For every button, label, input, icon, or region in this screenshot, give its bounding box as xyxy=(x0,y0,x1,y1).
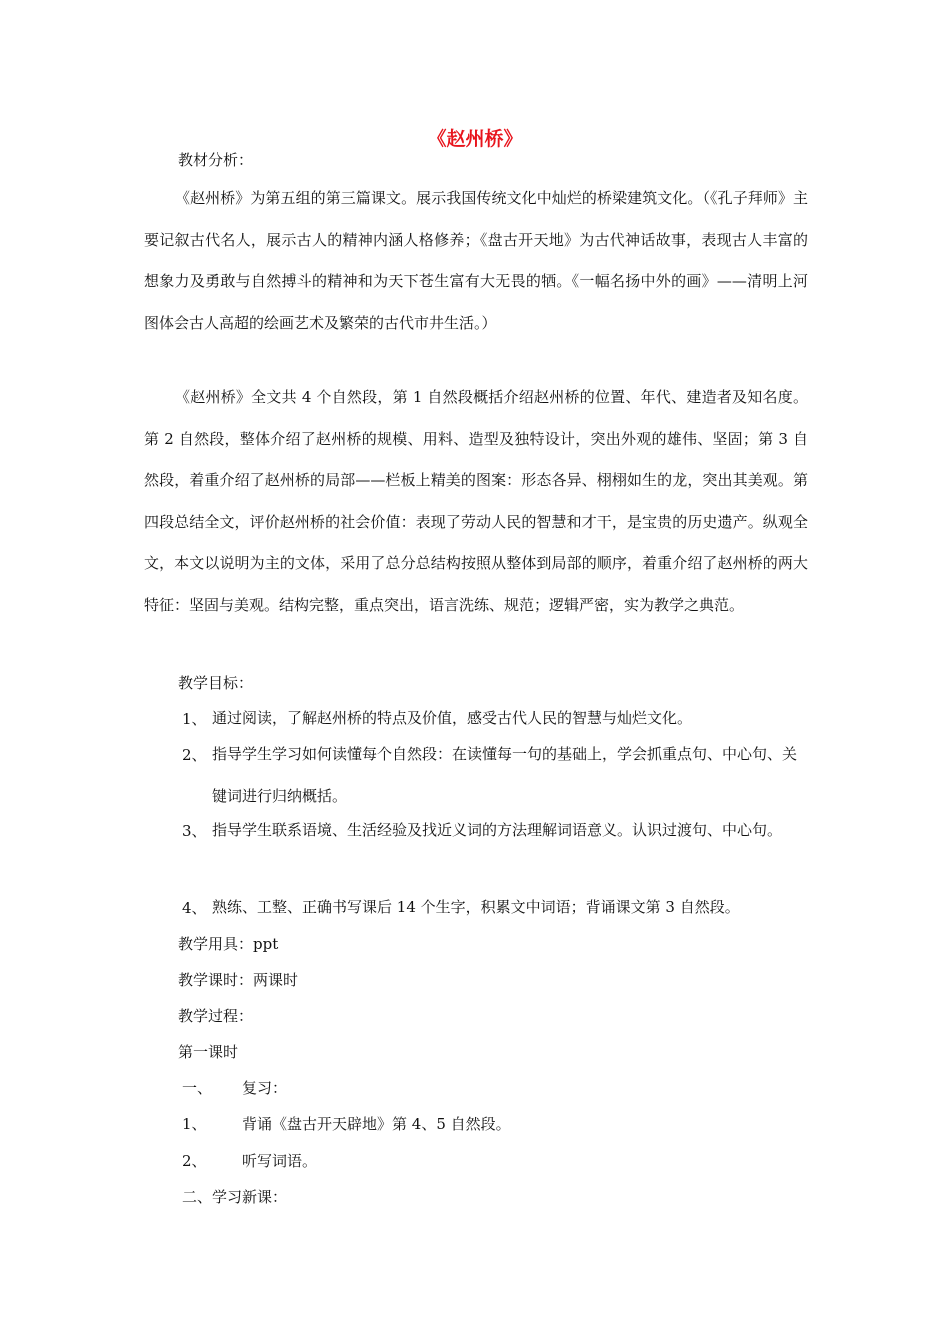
review-item-text: 背诵《盘古开天辟地》第 4、5 自然段。 xyxy=(242,1115,511,1133)
review-item-number: 1、 xyxy=(182,1115,207,1133)
review-item-number: 2、 xyxy=(182,1152,207,1170)
analysis-paragraph-2: 《赵州桥》全文共 4 个自然段，第 1 自然段概括介绍赵州桥的位置、年代、建造者及知名度。第 2 自然段，整体介绍了赵州桥的规模、用料、造型及独特设计，突出外观的雄伟、坚固；第 3 自然段，着重介绍了赵州桥的局部——栏板上精美的图案：形态各异、栩栩如生的龙，突出其美观。第四段总结全文，评价赵州桥的社会价值：表现了劳动人民的智慧和才干，是宝贵的历史遗产。纵观全文，本文以说明为主的文体，采用了总分总结构按照从整体到局部的顺序，着重介绍了赵州桥的两大特征：坚固与美观。结构完整，重点突出，语言洗练、规范；逻辑严密，实为教学之典范。 xyxy=(144,388,808,614)
goal-text: 通过阅读，了解赵州桥的特点及价值，感受古代人民的智慧与灿烂文化。 xyxy=(212,709,693,727)
review-item-text: 听写词语。 xyxy=(242,1152,318,1170)
lesson-one-heading: 第一课时 xyxy=(178,1043,239,1061)
teaching-process: 教学过程： xyxy=(178,1007,254,1025)
goal-text: 指导学生联系语境、生活经验及找近义词的方法理解词语意义。认识过渡句、中心句。 xyxy=(212,821,783,839)
goal-number: 2、 xyxy=(182,746,207,764)
review-number: 一、 xyxy=(182,1079,213,1097)
goal-text: 熟练、工整、正确书写课后 14 个生字，积累文中词语；背诵课文第 3 自然段。 xyxy=(212,898,740,916)
goal-number: 4、 xyxy=(182,899,207,917)
goal-text: 指导学生学习如何读懂每个自然段：在读懂每一句的基础上，学会抓重点句、中心句、关键词进行归纳概括。 xyxy=(212,745,798,805)
new-lesson-heading: 二、学习新课： xyxy=(182,1188,288,1206)
teaching-hours: 教学课时：两课时 xyxy=(178,971,299,989)
analysis-heading: 教材分析： xyxy=(178,151,254,169)
goals-heading: 教学目标： xyxy=(178,674,254,692)
goal-number: 1、 xyxy=(182,710,207,728)
analysis-paragraph-1: 《赵州桥》为第五组的第三篇课文。展示我国传统文化中灿烂的桥梁建筑文化。（《孔子拜师》主要记叙古代名人，展示古人的精神内涵人格修养；《盘古开天地》为古代神话故事，表现古人丰富的想象力及勇敢与自然搏斗的精神和为天下苍生富有大无畏的牺。《一幅名扬中外的画》——清明上河图体会古人高超的绘画艺术及繁荣的古代市井生活。） xyxy=(144,189,808,332)
document-title: 《赵州桥》 xyxy=(427,128,523,150)
teaching-tools: 教学用具：ppt xyxy=(178,935,279,953)
goal-number: 3、 xyxy=(182,822,207,840)
review-heading: 复习： xyxy=(242,1079,288,1097)
